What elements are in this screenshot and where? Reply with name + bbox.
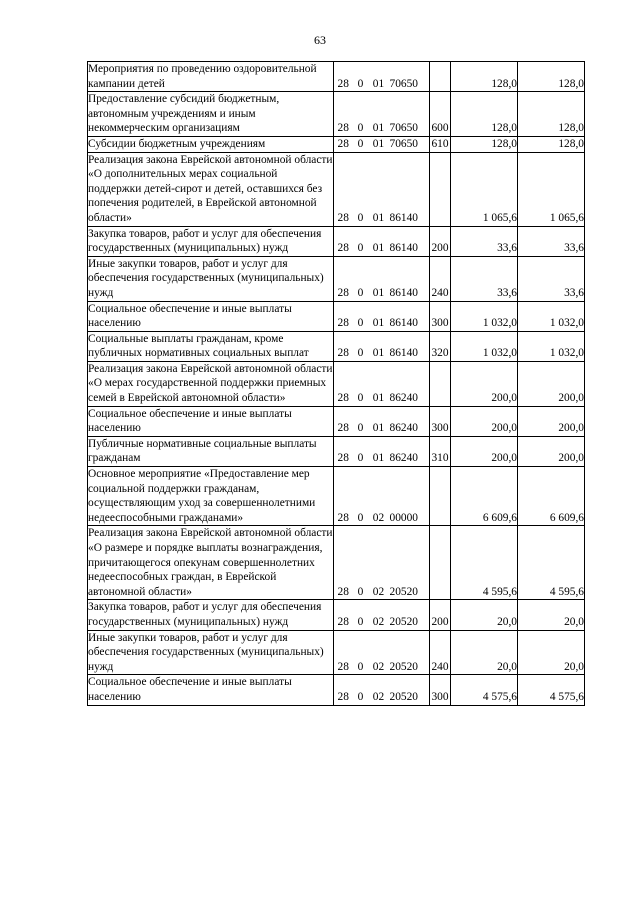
table-row: [88, 675, 585, 705]
amount-second-year: 1 065,6: [518, 152, 585, 226]
code-part: 86240: [389, 392, 418, 405]
target-article-code: [334, 436, 430, 466]
target-article-code: [334, 152, 430, 226]
target-article-code: [334, 467, 430, 526]
target-article-code: [334, 136, 430, 152]
row-description: Социальные выплаты гражданам, кроме публичных нормативных социальных выплат: [88, 331, 334, 361]
row-description: Социальное обеспечение и иные выплаты населению: [88, 675, 334, 705]
target-article-code: [334, 526, 430, 600]
code-part: 0: [357, 452, 364, 465]
target-article-code: [334, 630, 430, 675]
expense-type-code: [430, 526, 451, 600]
table-row: [88, 256, 585, 301]
expense-type-code: 240: [430, 630, 451, 675]
table-row: [88, 630, 585, 675]
row-description: Закупка товаров, работ и услуг для обеспечения государственных (муниципальных) нужд: [88, 226, 334, 256]
row-description: Публичные нормативные социальные выплаты гражданам: [88, 436, 334, 466]
amount-second-year: 128,0: [518, 62, 585, 92]
code-part: 28: [337, 242, 349, 255]
amount-second-year: 4 595,6: [518, 526, 585, 600]
code-part: 02: [372, 615, 385, 628]
code-part: 01: [372, 452, 385, 465]
amount-first-year: 33,6: [451, 226, 518, 256]
expense-type-code: 240: [430, 256, 451, 301]
amount-first-year: 20,0: [451, 600, 518, 630]
code-part: 01: [372, 242, 385, 255]
code-part: 28: [337, 615, 349, 628]
table-row: [88, 152, 585, 226]
expense-type-code: 320: [430, 331, 451, 361]
code-part: 86140: [389, 211, 418, 224]
code-part: 0: [357, 137, 364, 150]
code-part: 28: [337, 122, 349, 135]
code-part: 28: [337, 137, 349, 150]
code-part: 0: [357, 77, 364, 90]
table-row: [88, 406, 585, 436]
amount-second-year: 20,0: [518, 630, 585, 675]
code-part: 0: [357, 317, 364, 330]
amount-second-year: 200,0: [518, 406, 585, 436]
code-part: 01: [372, 77, 385, 90]
amount-first-year: 128,0: [451, 62, 518, 92]
code-part: 28: [337, 77, 349, 90]
row-description: Основное мероприятие «Предоставление мер социальной поддержки гражданам, осуществляющим уход за совершеннолетними недееспособными гражданами»: [88, 467, 334, 526]
code-part: 02: [372, 511, 385, 524]
table-row: [88, 301, 585, 331]
code-part: 20520: [389, 585, 418, 598]
row-description: Социальное обеспечение и иные выплаты населению: [88, 301, 334, 331]
code-part: 0: [357, 242, 364, 255]
code-part: 0: [357, 690, 364, 703]
code-part: 28: [337, 585, 349, 598]
expense-type-code: 310: [430, 436, 451, 466]
code-part: 28: [337, 511, 349, 524]
code-part: 28: [337, 660, 349, 673]
code-part: 0: [357, 286, 364, 299]
code-part: 28: [337, 392, 349, 405]
code-part: 01: [372, 422, 385, 435]
expense-type-code: 300: [430, 675, 451, 705]
target-article-code: [334, 92, 430, 137]
code-part: 70650: [389, 77, 418, 90]
amount-second-year: 200,0: [518, 436, 585, 466]
row-description: Реализация закона Еврейской автономной области «О дополнительных мерах социальной поддержки детей-сирот и детей, оставшихся без попечения родителей, в Еврейской автономной области»: [88, 152, 334, 226]
budget-table: [87, 61, 585, 706]
row-description: Реализация закона Еврейской автономной области «О размере и порядке выплаты вознаграждения, причитающегося опекунам совершеннолетних недееспособных граждан, в Еврейской автономной области»: [88, 526, 334, 600]
target-article-code: [334, 256, 430, 301]
row-description: Предоставление субсидий бюджетным, автономным учреждениям и иным некоммерческим организациям: [88, 92, 334, 137]
target-article-code: [334, 331, 430, 361]
expense-type-code: 200: [430, 600, 451, 630]
table-row: [88, 226, 585, 256]
table-row: [88, 361, 585, 406]
code-part: 86140: [389, 286, 418, 299]
code-part: 0: [357, 422, 364, 435]
code-part: 86140: [389, 242, 418, 255]
expense-type-code: 200: [430, 226, 451, 256]
code-part: 02: [372, 660, 385, 673]
amount-first-year: 200,0: [451, 436, 518, 466]
code-part: 0: [357, 615, 364, 628]
amount-second-year: 4 575,6: [518, 675, 585, 705]
target-article-code: [334, 226, 430, 256]
amount-first-year: 20,0: [451, 630, 518, 675]
code-part: 01: [372, 122, 385, 135]
amount-first-year: 4 575,6: [451, 675, 518, 705]
code-part: 20520: [389, 660, 418, 673]
expense-type-code: [430, 152, 451, 226]
amount-first-year: 4 595,6: [451, 526, 518, 600]
table-row: [88, 436, 585, 466]
amount-first-year: 128,0: [451, 136, 518, 152]
code-part: 0: [357, 211, 364, 224]
code-part: 20520: [389, 615, 418, 628]
row-description: Иные закупки товаров, работ и услуг для обеспечения государственных (муниципальных) нужд: [88, 630, 334, 675]
code-part: 0: [357, 392, 364, 405]
target-article-code: [334, 675, 430, 705]
code-part: 20520: [389, 690, 418, 703]
target-article-code: [334, 361, 430, 406]
amount-first-year: 1 032,0: [451, 301, 518, 331]
code-part: 70650: [389, 137, 418, 150]
amount-first-year: 128,0: [451, 92, 518, 137]
amount-second-year: 1 032,0: [518, 301, 585, 331]
amount-second-year: 33,6: [518, 256, 585, 301]
code-part: 01: [372, 392, 385, 405]
amount-second-year: 33,6: [518, 226, 585, 256]
code-part: 02: [372, 585, 385, 598]
code-part: 28: [337, 347, 349, 360]
row-description: Реализация закона Еврейской автономной области «О мерах государственной поддержки приемных семей в Еврейской автономной области»: [88, 361, 334, 406]
row-description: Субсидии бюджетным учреждениям: [88, 136, 334, 152]
code-part: 28: [337, 286, 349, 299]
expense-type-code: [430, 467, 451, 526]
code-part: 86240: [389, 422, 418, 435]
amount-first-year: 6 609,6: [451, 467, 518, 526]
code-part: 28: [337, 211, 349, 224]
amount-second-year: 1 032,0: [518, 331, 585, 361]
expense-type-code: 610: [430, 136, 451, 152]
table-row: [88, 92, 585, 137]
row-description: Социальное обеспечение и иные выплаты населению: [88, 406, 334, 436]
amount-second-year: 200,0: [518, 361, 585, 406]
expense-type-code: [430, 361, 451, 406]
table-row: [88, 526, 585, 600]
code-part: 0: [357, 585, 364, 598]
table-row: [88, 600, 585, 630]
table-row: [88, 331, 585, 361]
page-number: 63: [314, 33, 326, 47]
code-part: 02: [372, 690, 385, 703]
code-part: 0: [357, 122, 364, 135]
amount-second-year: 6 609,6: [518, 467, 585, 526]
expense-type-code: 300: [430, 406, 451, 436]
amount-first-year: 33,6: [451, 256, 518, 301]
amount-second-year: 128,0: [518, 92, 585, 137]
row-description: Закупка товаров, работ и услуг для обеспечения государственных (муниципальных) нужд: [88, 600, 334, 630]
amount-second-year: 128,0: [518, 136, 585, 152]
expense-type-code: [430, 62, 451, 92]
code-part: 70650: [389, 122, 418, 135]
amount-first-year: 1 065,6: [451, 152, 518, 226]
target-article-code: [334, 301, 430, 331]
code-part: 86140: [389, 347, 418, 360]
target-article-code: [334, 62, 430, 92]
code-part: 01: [372, 286, 385, 299]
budget-table-body: [88, 62, 585, 706]
target-article-code: [334, 406, 430, 436]
code-part: 28: [337, 317, 349, 330]
amount-first-year: 200,0: [451, 406, 518, 436]
code-part: 00000: [389, 511, 418, 524]
code-part: 0: [357, 511, 364, 524]
amount-second-year: 20,0: [518, 600, 585, 630]
amount-first-year: 1 032,0: [451, 331, 518, 361]
code-part: 0: [357, 660, 364, 673]
code-part: 01: [372, 317, 385, 330]
row-description: Мероприятия по проведению оздоровительной кампании детей: [88, 62, 334, 92]
table-row: [88, 62, 585, 92]
code-part: 01: [372, 211, 385, 224]
code-part: 86140: [389, 317, 418, 330]
amount-first-year: 200,0: [451, 361, 518, 406]
code-part: 28: [337, 690, 349, 703]
code-part: 86240: [389, 452, 418, 465]
code-part: 01: [372, 137, 385, 150]
code-part: 0: [357, 347, 364, 360]
table-row: [88, 136, 585, 152]
target-article-code: [334, 600, 430, 630]
code-part: 28: [337, 422, 349, 435]
expense-type-code: 300: [430, 301, 451, 331]
code-part: 01: [372, 347, 385, 360]
expense-type-code: 600: [430, 92, 451, 137]
table-row: [88, 467, 585, 526]
code-part: 28: [337, 452, 349, 465]
row-description: Иные закупки товаров, работ и услуг для обеспечения государственных (муниципальных) нужд: [88, 256, 334, 301]
